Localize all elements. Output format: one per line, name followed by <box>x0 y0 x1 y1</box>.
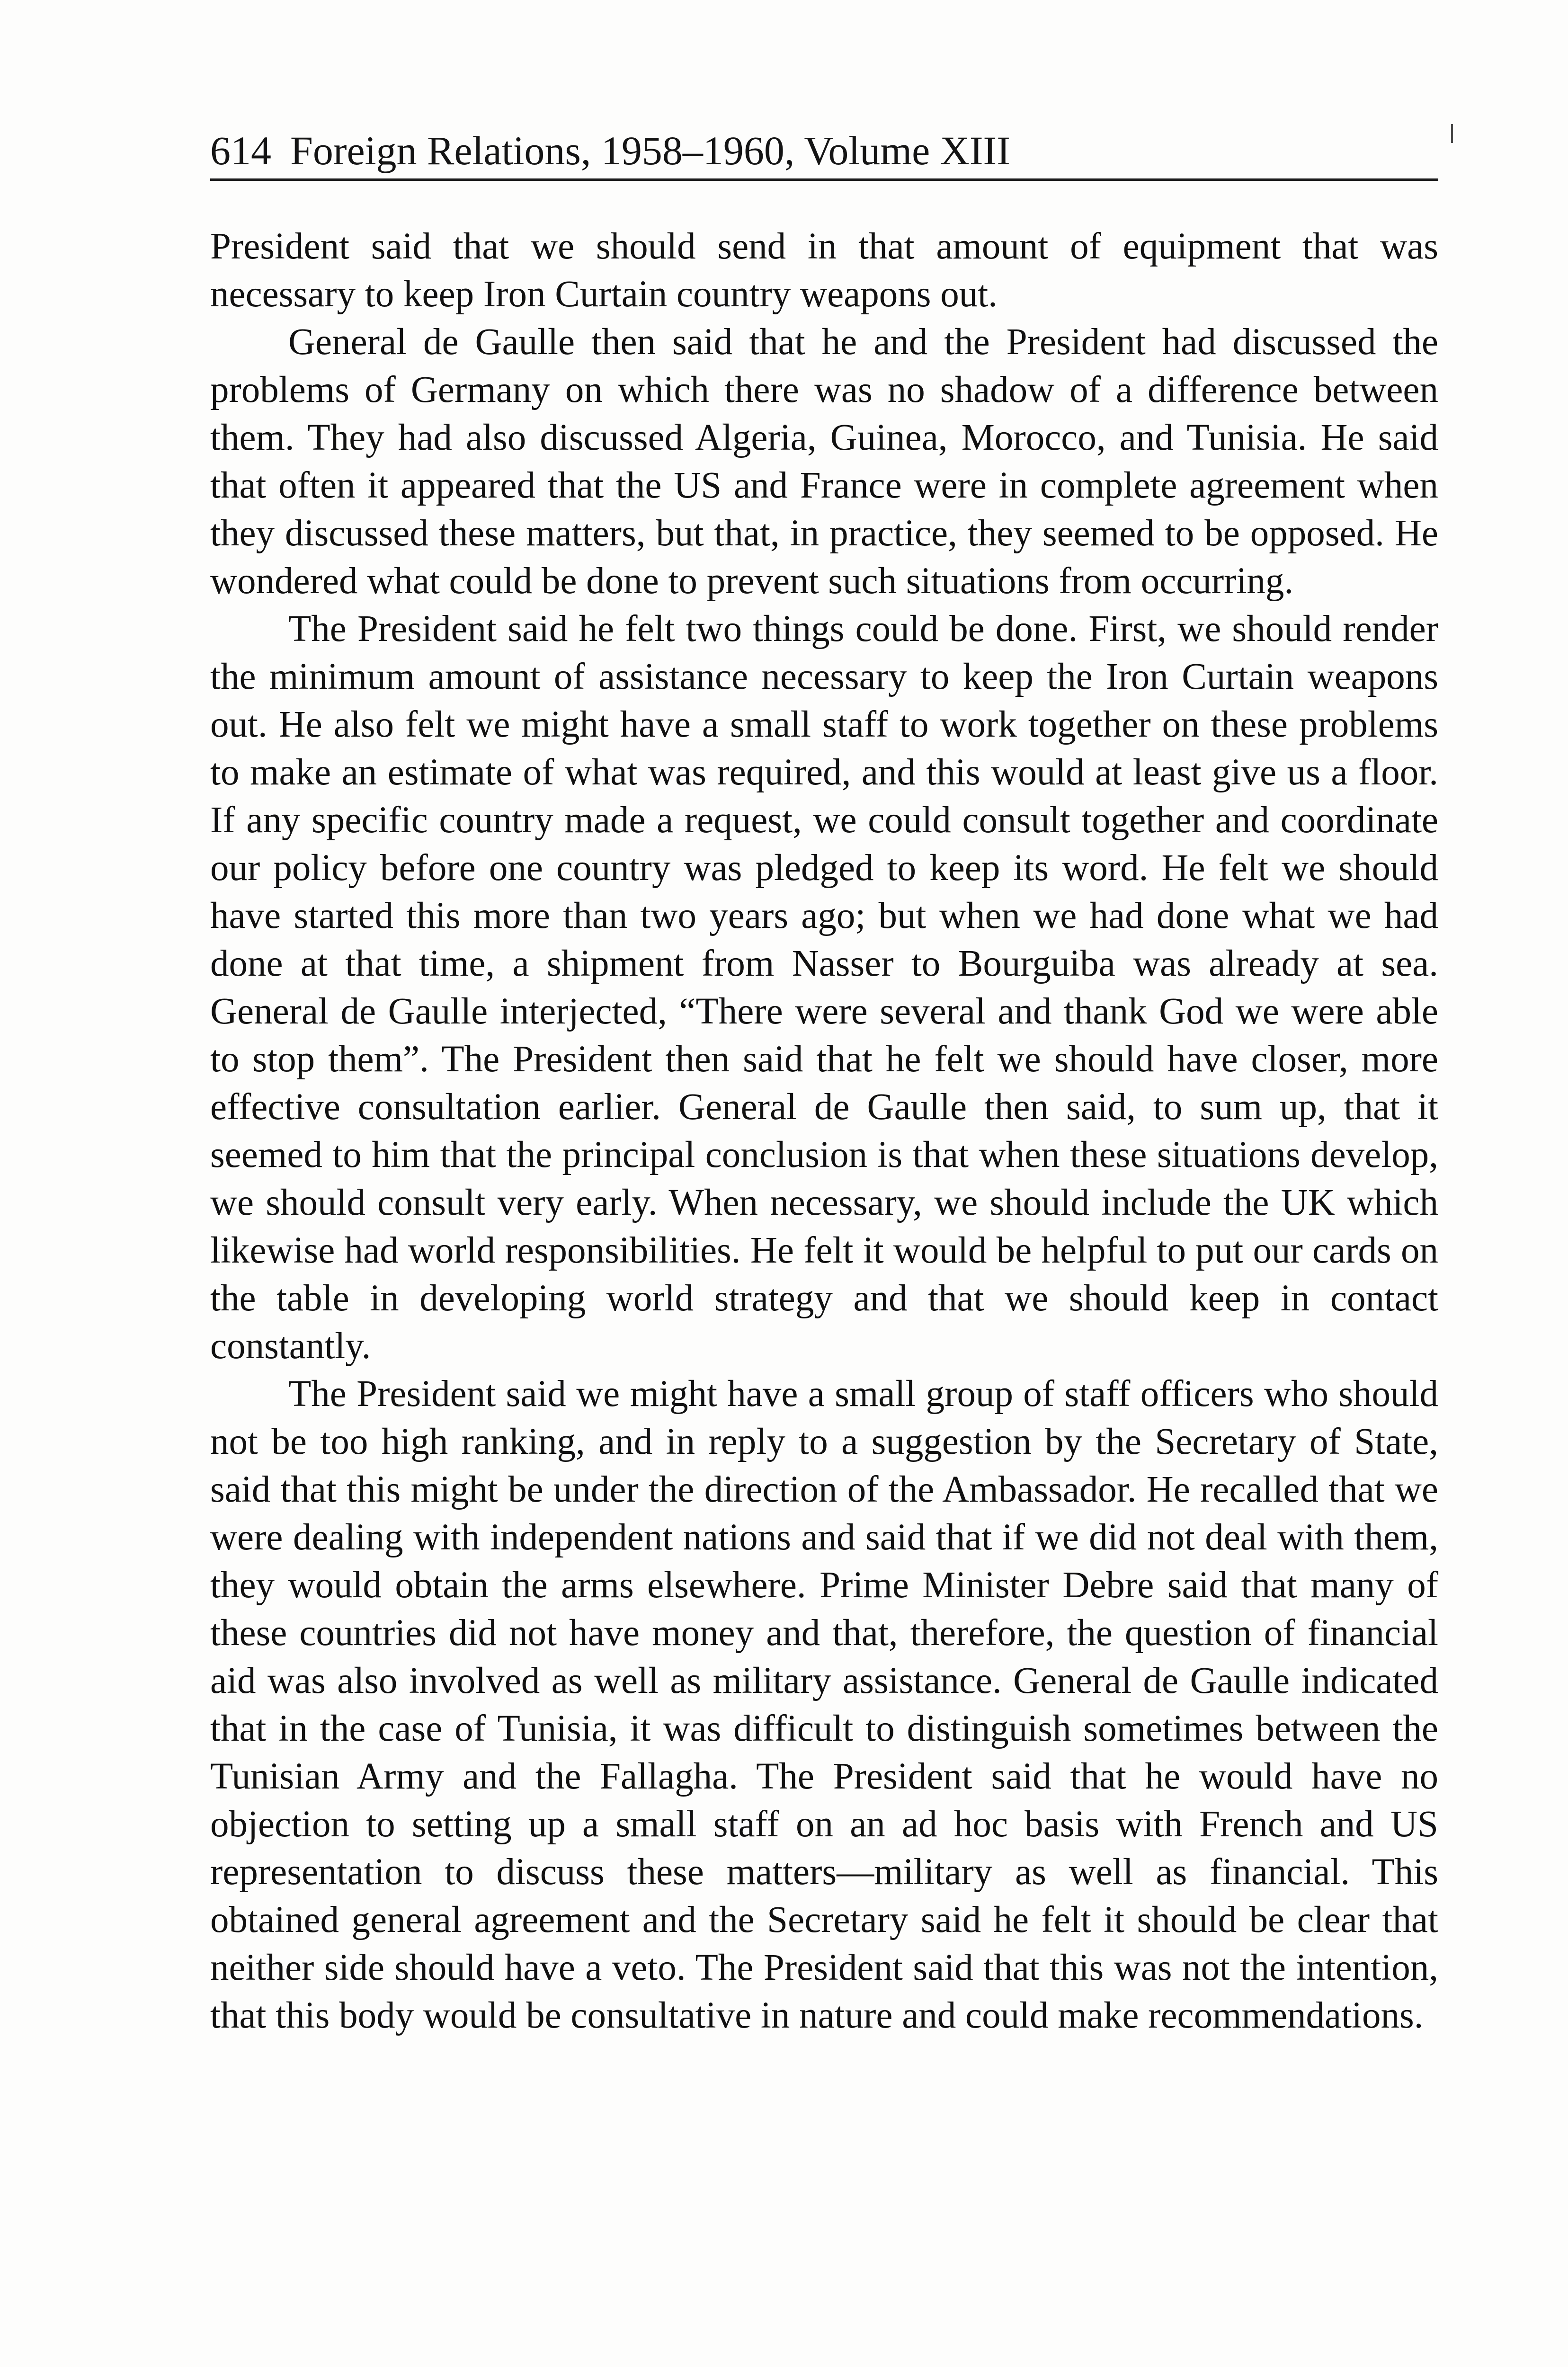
paragraph: The President said we might have a small group of staff officers who should not be too high ranking, and in reply to a suggestion by the Secretary of State, said that this might be under the direction of the Ambassador. He recalled that we were dealing with independent nations and said that if we did not deal with them, they would obtain the arms elsewhere. Prime Minister Debre said that many of these countries did not have money and that, therefore, the question of financial aid was also involved as well as military assistance. General de Gaulle indicated that in the case of Tunisia, it was difficult to distinguish sometimes between the Tunisian Army and the Fallagha. The President said that he would have no objection to setting up a small staff on an ad hoc basis with French and US representation to discuss these matters—military as well as financial. This obtained general agreement and the Secretary said he felt it should be clear that neither side should have a veto. The President said that this was not the intention, that this body would be consultative in nature and could make recommendations. <box>210 1373 1438 2036</box>
header-rule <box>210 178 1438 181</box>
paragraph-continued: President said that we should send in that amount of equipment that was necessary to keep Iron Curtain country weapons out. <box>210 226 1438 315</box>
scan-edge-mark <box>1451 124 1453 143</box>
volume-title: Foreign Relations, 1958–1960, Volume XIII <box>290 128 1010 173</box>
body-text <box>210 222 1438 2039</box>
page-number: 614 <box>210 128 271 173</box>
paragraph: The President said he felt two things could be done. First, we should render the minimum amount of assistance necessary to keep the Iron Curtain weapons out. He also felt we might have a small staff to work together on these problems to make an estimate of what was required, and this would at least give us a floor. If any specific country made a request, we could consult together and coordinate our policy before one country was pledged to keep its word. He felt we should have started this more than two years ago; but when we had done what we had done at that time, a shipment from Nasser to Bourguiba was already at sea. General de Gaulle interjected, “There were several and thank God we were able to stop them”. The President then said that he felt we should have closer, more effective consultation earlier. General de Gaulle then said, to sum up, that it seemed to him that the principal conclusion is that when these situations develop, we should consult very early. When necessary, we should include the UK which likewise had world responsibilities. He felt it would be helpful to put our cards on the table in developing world strategy and that we should keep in contact constantly. <box>210 608 1438 1367</box>
running-head <box>210 127 1438 174</box>
paragraph: General de Gaulle then said that he and the President had discussed the problems of Germany on which there was no shadow of a difference between them. They had also discussed Algeria, Guinea, Morocco, and Tunisia. He said that often it appeared that the US and France were in complete agreement when they discussed these matters, but that, in practice, they seemed to be opposed. He wondered what could be done to prevent such situations from occurring. <box>210 321 1438 602</box>
